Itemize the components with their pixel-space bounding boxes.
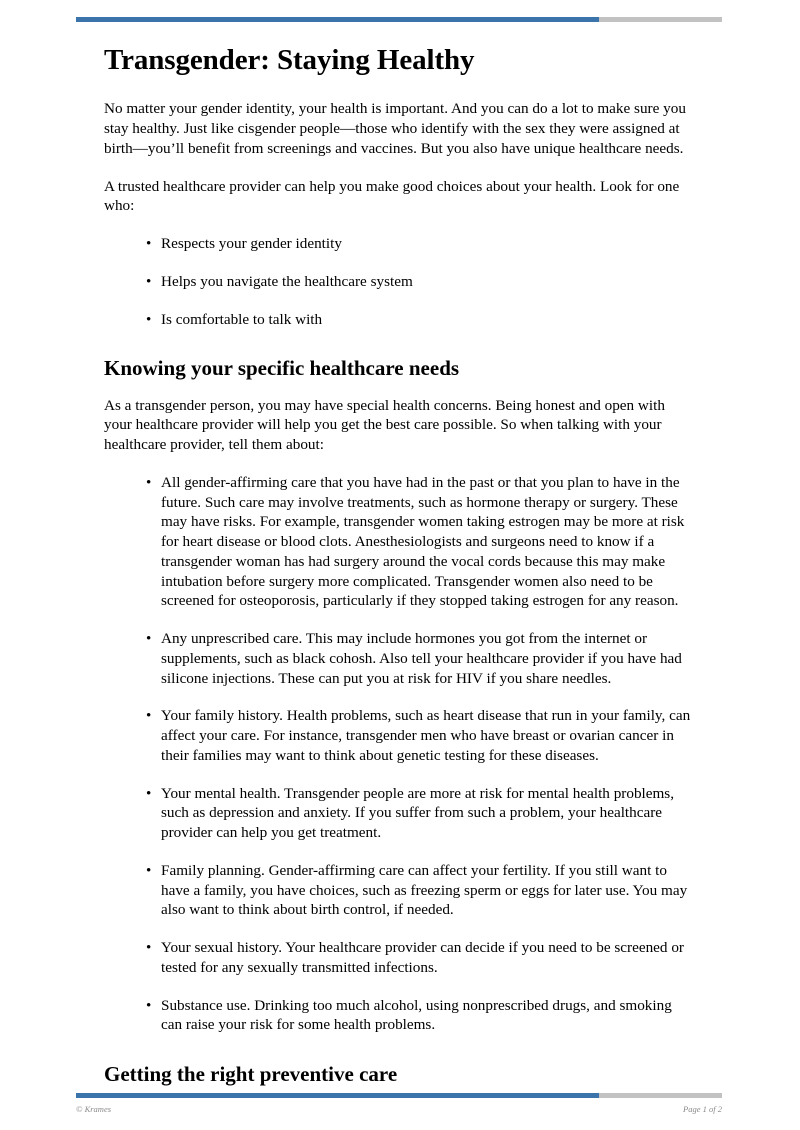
section-heading-knowing-needs: Knowing your specific healthcare needs [104, 356, 460, 381]
list-item-text: Your sexual history. Your healthcare provider can decide if you need to be screened or tested for any sexually transmitted infections. [161, 939, 684, 976]
footer-page-number: Page 1 of 2 [683, 1104, 722, 1114]
bullet-icon: • [146, 861, 152, 879]
list-item [146, 272, 696, 292]
section-needs-paragraph: As a transgender person, you may have special health concerns. Being honest and open with your healthcare provider will help you get the best care possible. So when talking with your healthcare provider, tell them about: [104, 396, 665, 454]
bullet-icon: • [146, 707, 152, 725]
intro-paragraph-1: No matter your gender identity, your health is important. And you can do a lot to make sure you stay healthy. Just like cisgender people—those who identify with the sex they were assigned at birth—you’ll benefit from screenings and vaccines. But you also have unique healthcare needs. [104, 100, 686, 157]
list-item [146, 234, 696, 254]
list-item-text: Respects your gender identity [161, 235, 342, 253]
list-item-text: Is comfortable to talk with [161, 310, 323, 328]
list-item [146, 784, 696, 843]
list-item [146, 629, 696, 688]
header-rule-blue-segment [76, 17, 599, 22]
healthcare-needs-list [104, 473, 696, 1035]
footer-rule [76, 1093, 722, 1098]
list-item-text: Your mental health. Transgender people are more at risk for mental health problems, such as depression and anxiety. If you suffer from such a problem, your healthcare provider can help you get treatment. [161, 784, 675, 842]
document-content [104, 44, 696, 1101]
bullet-icon: • [146, 473, 152, 491]
list-item [146, 938, 696, 978]
intro-paragraph-2: A trusted healthcare provider can help you make good choices about your health. Look for one who: [104, 177, 680, 215]
bullet-icon: • [146, 939, 152, 957]
list-item [146, 706, 696, 765]
list-item-text: Family planning. Gender-affirming care can affect your fertility. If you still want to have a family, you have choices, such as freezing sperm or eggs for later use. You may also want to think about birth control, if needed. [161, 861, 688, 919]
bullet-icon: • [146, 630, 152, 648]
list-item-text: Helps you navigate the healthcare system [161, 272, 413, 290]
bullet-icon: • [146, 310, 152, 328]
bullet-icon: • [146, 235, 152, 253]
provider-qualities-list [104, 234, 696, 329]
page-footer [76, 1101, 722, 1117]
footer-rule-blue-segment [76, 1093, 599, 1098]
page-title: Transgender: Staying Healthy [104, 44, 475, 76]
list-item-text: Your family history. Health problems, such as heart disease that run in your family, can affect your care. For instance, transgender men who have breast or ovarian cancer in their families may want to think about genetic testing for these diseases. [161, 707, 691, 764]
bullet-icon: • [146, 784, 152, 802]
list-item-text: All gender-affirming care that you have had in the past or that you plan to have in the future. Such care may involve treatments, such as hormone therapy or surgery. These may have risks. For example, transgender women taking estrogen may be more at risk for heart disease or blood clots. Anesthesiologists and surgeons need to know if a transgender woman has had surgery around the vocal cords because this may make intubation before surgery more complicated. Transgender women also need to be screened for osteoporosis, particularly if they stopped taking estrogen for any reason. [161, 473, 685, 610]
list-item [146, 310, 696, 330]
bullet-icon: • [146, 996, 152, 1014]
bullet-icon: • [146, 272, 152, 290]
list-item [146, 996, 696, 1036]
list-item-text: Substance use. Drinking too much alcohol, using nonprescribed drugs, and smoking can raise your risk for some health problems. [161, 996, 672, 1034]
header-rule [76, 17, 722, 22]
footer-copyright: © Krames [76, 1104, 112, 1114]
list-item [146, 473, 696, 611]
footer-rule-gray-segment [599, 1093, 722, 1098]
section-heading-preventive-care: Getting the right preventive care [104, 1062, 398, 1087]
header-rule-gray-segment [599, 17, 722, 22]
list-item [146, 861, 696, 920]
list-item-text: Any unprescribed care. This may include hormones you got from the internet or supplements, such as black cohosh. Also tell your healthcare provider if you have had silicone injections. These can put you at risk for HIV if you share needles. [161, 630, 682, 687]
